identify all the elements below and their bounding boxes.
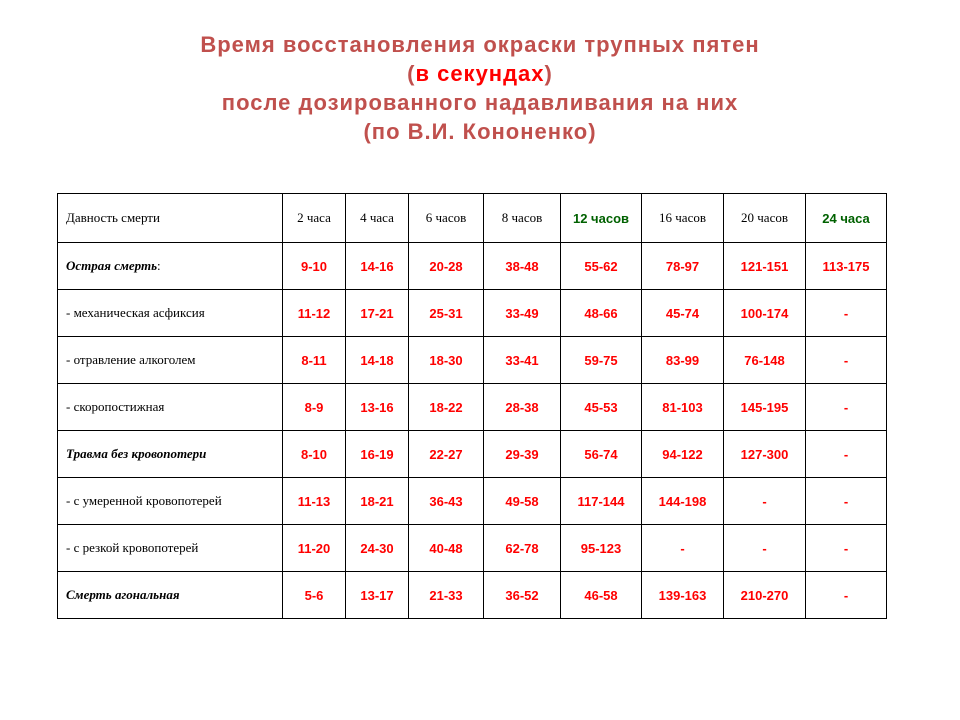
table-cell: - <box>806 337 887 384</box>
table-cell: 33-49 <box>484 290 561 337</box>
table-cell: 5-6 <box>283 572 346 619</box>
row-label <box>58 525 283 572</box>
table-cell: 9-10 <box>283 243 346 290</box>
table-cell: 13-17 <box>346 572 409 619</box>
table-row <box>58 478 887 525</box>
data-table <box>57 193 887 619</box>
column-header: 2 часа <box>283 194 346 243</box>
column-header: 4 часа <box>346 194 409 243</box>
table-cell: 127-300 <box>724 431 806 478</box>
table-cell: 8-10 <box>283 431 346 478</box>
table-cell: 145-195 <box>724 384 806 431</box>
table-cell: 113-175 <box>806 243 887 290</box>
table-cell: 38-48 <box>484 243 561 290</box>
row-label <box>58 243 283 290</box>
row-label-suffix: : <box>157 258 161 273</box>
table-cell: 8-11 <box>283 337 346 384</box>
table-cell: 48-66 <box>561 290 642 337</box>
table-cell: 40-48 <box>409 525 484 572</box>
table-cell: 36-43 <box>409 478 484 525</box>
table-cell: 49-58 <box>484 478 561 525</box>
table-cell: 8-9 <box>283 384 346 431</box>
table-cell: 18-22 <box>409 384 484 431</box>
table-cell: 76-148 <box>724 337 806 384</box>
table-cell: 29-39 <box>484 431 561 478</box>
table-cell: 14-16 <box>346 243 409 290</box>
table-cell: - <box>806 290 887 337</box>
table-cell: 59-75 <box>561 337 642 384</box>
table-cell: 20-28 <box>409 243 484 290</box>
table-cell: 45-53 <box>561 384 642 431</box>
title-line-4: (по В.И. Кононенко) <box>363 119 597 144</box>
table-cell: 13-16 <box>346 384 409 431</box>
table-cell: 55-62 <box>561 243 642 290</box>
table-cell: - <box>806 478 887 525</box>
table-cell: 25-31 <box>409 290 484 337</box>
column-header: 16 часов <box>642 194 724 243</box>
row-label-text: Травма без кровопотери <box>66 446 207 461</box>
table-cell: 16-19 <box>346 431 409 478</box>
table-cell: 81-103 <box>642 384 724 431</box>
table-cell: 100-174 <box>724 290 806 337</box>
table-row <box>58 384 887 431</box>
title-line-1: Время восстановления окраски трупных пятен <box>200 32 760 57</box>
table-cell: 121-151 <box>724 243 806 290</box>
table-cell: 139-163 <box>642 572 724 619</box>
table-cell: 18-21 <box>346 478 409 525</box>
row-label-text: Смерть агональная <box>66 587 180 602</box>
title-paren-close: ) <box>544 61 553 86</box>
table-cell: 33-41 <box>484 337 561 384</box>
table-cell: 210-270 <box>724 572 806 619</box>
title-paren-open: ( <box>407 61 416 86</box>
table-cell: 11-12 <box>283 290 346 337</box>
table-cell: - <box>724 525 806 572</box>
table-cell: 78-97 <box>642 243 724 290</box>
table-cell: 45-74 <box>642 290 724 337</box>
table-cell: 21-33 <box>409 572 484 619</box>
table-cell: - <box>806 384 887 431</box>
table-cell: 36-52 <box>484 572 561 619</box>
table-cell: 14-18 <box>346 337 409 384</box>
table-cell: - <box>724 478 806 525</box>
table-cell: 46-58 <box>561 572 642 619</box>
table-cell: 24-30 <box>346 525 409 572</box>
column-header: 20 часов <box>724 194 806 243</box>
table-row <box>58 572 887 619</box>
table-row <box>58 431 887 478</box>
table-cell: 94-122 <box>642 431 724 478</box>
row-label-text: - с умеренной кровопотерей <box>66 493 222 508</box>
table-cell: 11-20 <box>283 525 346 572</box>
table-cell: 22-27 <box>409 431 484 478</box>
row-label <box>58 384 283 431</box>
table-row <box>58 243 887 290</box>
table-cell: 28-38 <box>484 384 561 431</box>
table-row <box>58 337 887 384</box>
table-row <box>58 525 887 572</box>
column-header: 8 часов <box>484 194 561 243</box>
title-line-3: после дозированного надавливания на них <box>221 90 739 115</box>
table-cell: 11-13 <box>283 478 346 525</box>
row-label <box>58 290 283 337</box>
row-label <box>58 478 283 525</box>
table-cell: 62-78 <box>484 525 561 572</box>
header-label: Давность смерти <box>58 194 283 243</box>
table-cell: 83-99 <box>642 337 724 384</box>
column-header: 24 часа <box>806 194 887 243</box>
table-cell: 17-21 <box>346 290 409 337</box>
table-header-row <box>58 194 887 243</box>
title-unit: в секундах <box>415 61 545 86</box>
table-cell: - <box>806 431 887 478</box>
table-cell: 95-123 <box>561 525 642 572</box>
table-cell: 56-74 <box>561 431 642 478</box>
row-label-text: - с резкой кровопотерей <box>66 540 199 555</box>
row-label-text: - механическая асфиксия <box>66 305 205 320</box>
table-cell: - <box>806 572 887 619</box>
table-cell: - <box>806 525 887 572</box>
column-header: 6 часов <box>409 194 484 243</box>
slide-title <box>0 30 960 146</box>
table-cell: 18-30 <box>409 337 484 384</box>
row-label <box>58 337 283 384</box>
title-line-2 <box>0 59 960 88</box>
table-row <box>58 290 887 337</box>
table-cell: 117-144 <box>561 478 642 525</box>
row-label-text: Острая смерть <box>66 258 158 273</box>
row-label-text: - отравление алкоголем <box>66 352 196 367</box>
column-header: 12 часов <box>561 194 642 243</box>
row-label-text: - скоропостижная <box>66 399 165 414</box>
row-label <box>58 431 283 478</box>
table-cell: - <box>642 525 724 572</box>
row-label <box>58 572 283 619</box>
table-cell: 144-198 <box>642 478 724 525</box>
